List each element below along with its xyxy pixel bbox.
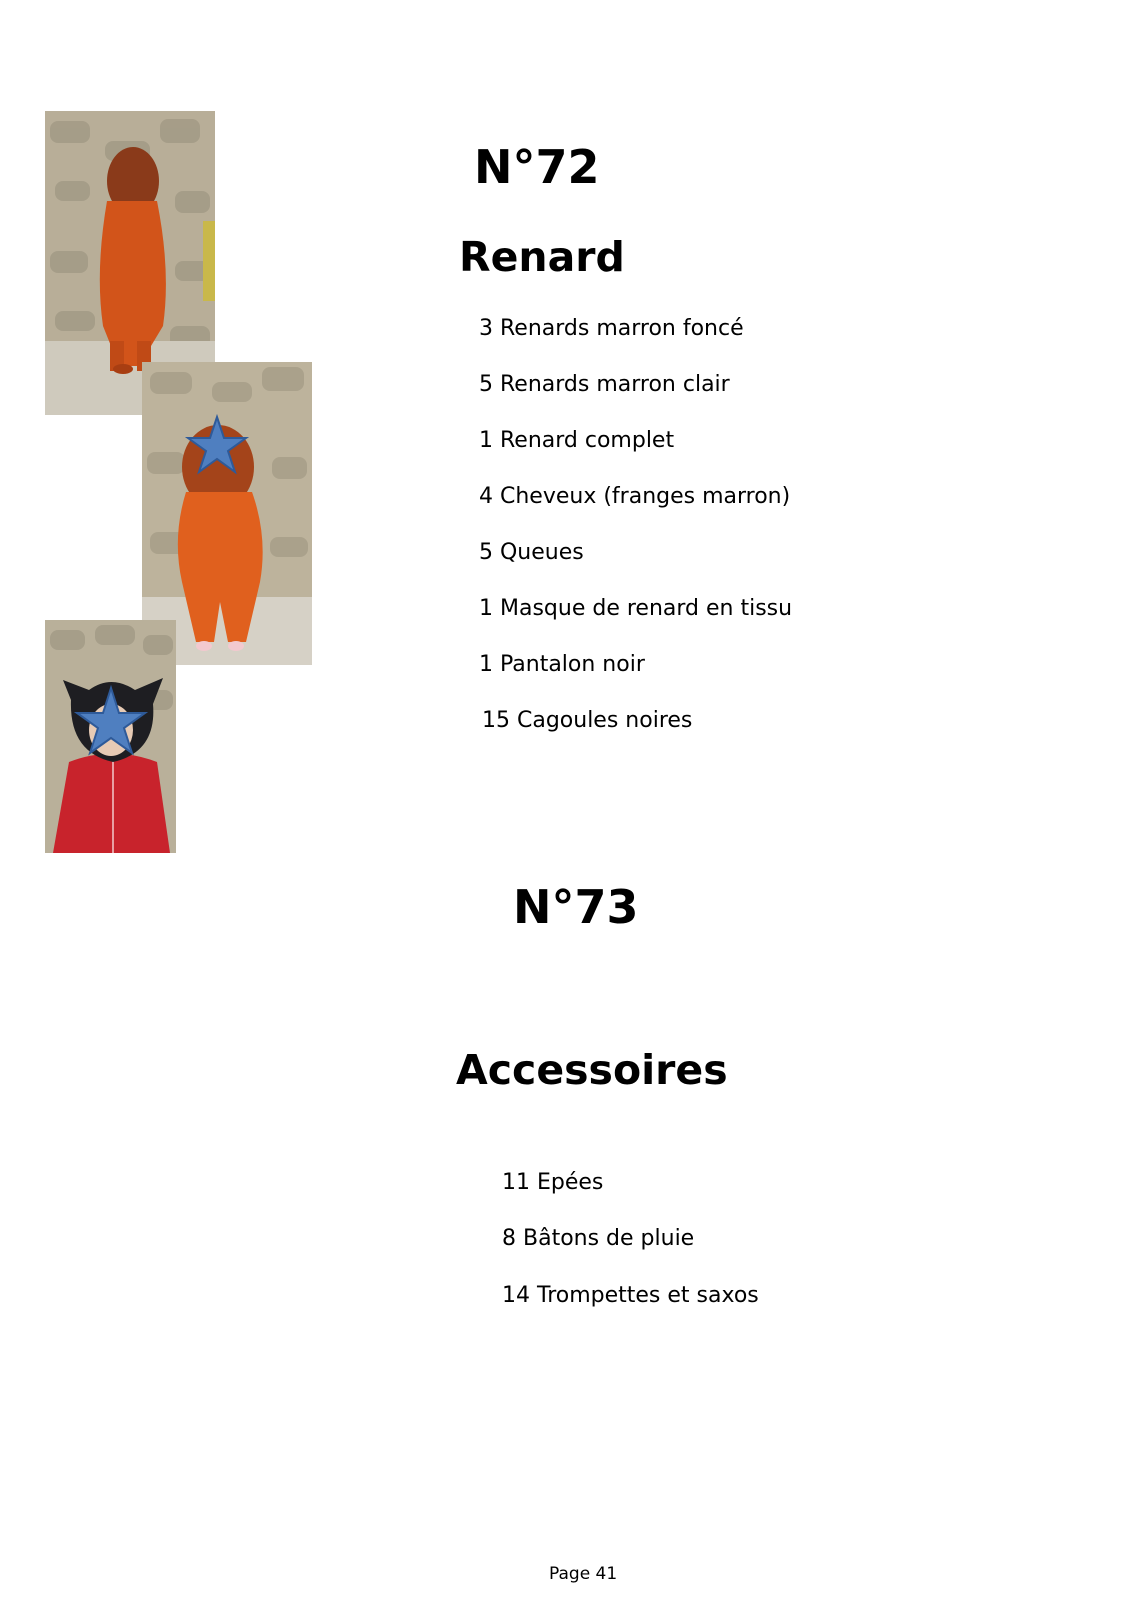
page-number: Page 41 bbox=[549, 1564, 618, 1584]
list-item: 15 Cagoules noires bbox=[482, 708, 693, 733]
list-item: 5 Renards marron clair bbox=[479, 372, 730, 397]
section-number: N°72 bbox=[474, 140, 600, 194]
list-item: 14 Trompettes et saxos bbox=[502, 1283, 759, 1308]
list-item: 1 Pantalon noir bbox=[479, 652, 645, 677]
list-item: 4 Cheveux (franges marron) bbox=[479, 484, 791, 509]
list-item: 8 Bâtons de pluie bbox=[502, 1226, 695, 1251]
section-title: Renard bbox=[459, 233, 625, 281]
list-item: 1 Masque de renard en tissu bbox=[479, 596, 793, 621]
section-title: Accessoires bbox=[456, 1046, 728, 1094]
photo-child-black-hood bbox=[45, 620, 176, 853]
section-number: N°73 bbox=[513, 880, 639, 934]
list-item: 3 Renards marron foncé bbox=[479, 316, 744, 341]
list-item: 5 Queues bbox=[479, 540, 584, 565]
list-item: 1 Renard complet bbox=[479, 428, 675, 453]
list-item: 11 Epées bbox=[502, 1170, 604, 1195]
